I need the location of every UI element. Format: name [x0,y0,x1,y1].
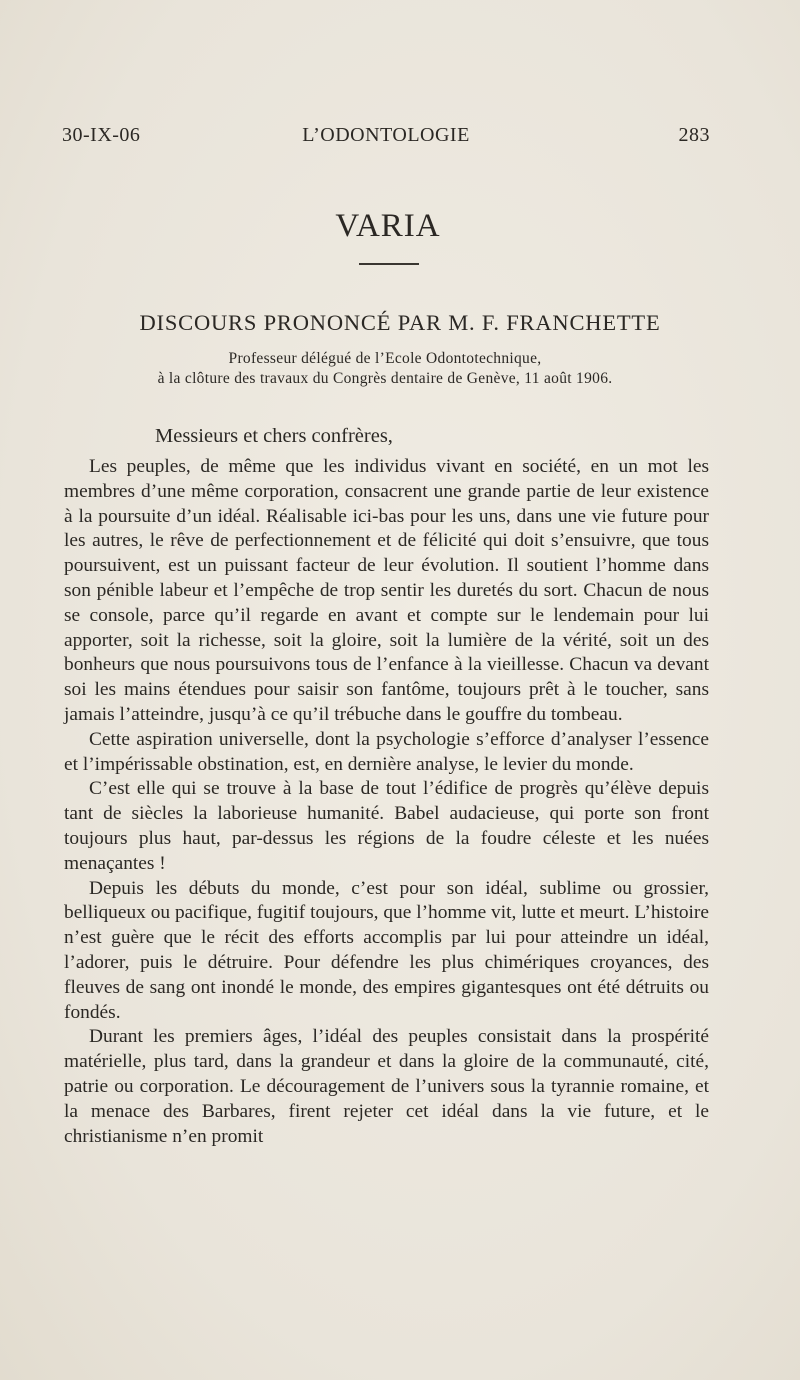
section-title: VARIA [335,208,441,244]
article-subtitle-line-2: à la clôture des travaux du Congrès dentaire de Genève, 11 août 1906. [157,370,613,387]
salutation: Messieurs et chers confrères, [155,425,393,447]
journal-title: L’ODONTOLOGIE [302,124,470,146]
paragraph: Durant les premiers âges, l’idéal des peuples consistait dans la prospérité matérielle, plus tard, dans la grandeur et dans la gloire de la communauté, cité, patrie ou corporation. Le découragement de l’univers sous la tyrannie romaine, et la menace des Barbares, firent rejeter cet idéal dans la vie future, et le christianisme n’en promit [64,1026,709,1147]
page-number: 283 [678,124,710,146]
title-divider [359,263,419,265]
paragraph: Depuis les débuts du monde, c’est pour son idéal, sublime ou grossier, belliqueux ou pacifique, fugitif toujours, que l’homme vit, lutte et meurt. L’histoire n’est guère que le récit des efforts accomplis par lui pour atteindre un idéal, l’adorer, puis le détruire. Pour défendre les plus chimériques croyances, des fleuves de sang ont inondé le monde, des empires gigantesques ont été détruits ou fondés. [64,877,709,1023]
header-date: 30-IX-06 [62,124,141,146]
paragraph: C’est elle qui se trouve à la base de tout l’édifice de progrès qu’élève depuis tant de siècles la laborieuse humanité. Babel audacieuse, qui porte son front toujours plus haut, par-dessus les régions de la foudre céleste et les nuées menaçantes ! [64,778,709,874]
article-body [64,455,709,1149]
running-header [62,124,710,154]
article-title: DISCOURS PRONONCÉ PAR M. F. FRANCHETTE [139,310,661,335]
article-subtitle-line-1: Professeur délégué de l’Ecole Odontotechnique, [228,350,542,367]
paragraph: Les peuples, de même que les individus vivant en société, en un mot les membres d’une même corporation, consacrent une grande partie de leur existence à la poursuite d’un idéal. Réalisable ici-bas pour les uns, dans une vie future pour les autres, le rêve de perfectionnement et de félicité qui doit s’ensuivre, que tous poursuivent, est un puissant facteur de leur évolution. Il soutient l’homme dans son pénible labeur et l’empêche de trop sentir les duretés du sort. Chacun de nous se console, parce qu’il regarde en avant et compte sur le lendemain pour lui apporter, soit la richesse, soit la gloire, soit la lumière de la vérité, soit un des bonheurs que nous poursuivons tous de l’enfance à la vieillesse. Chacun va devant soi les mains étendues pour saisir son fantôme, toujours prêt à le toucher, sans jamais l’atteindre, jusqu’à ce qu’il trébuche dans le gouffre du tombeau. [64,456,709,725]
paragraph: Cette aspiration universelle, dont la psychologie s’efforce d’analyser l’essence et l’impérissable obstination, est, en dernière analyse, le levier du monde. [64,728,709,775]
